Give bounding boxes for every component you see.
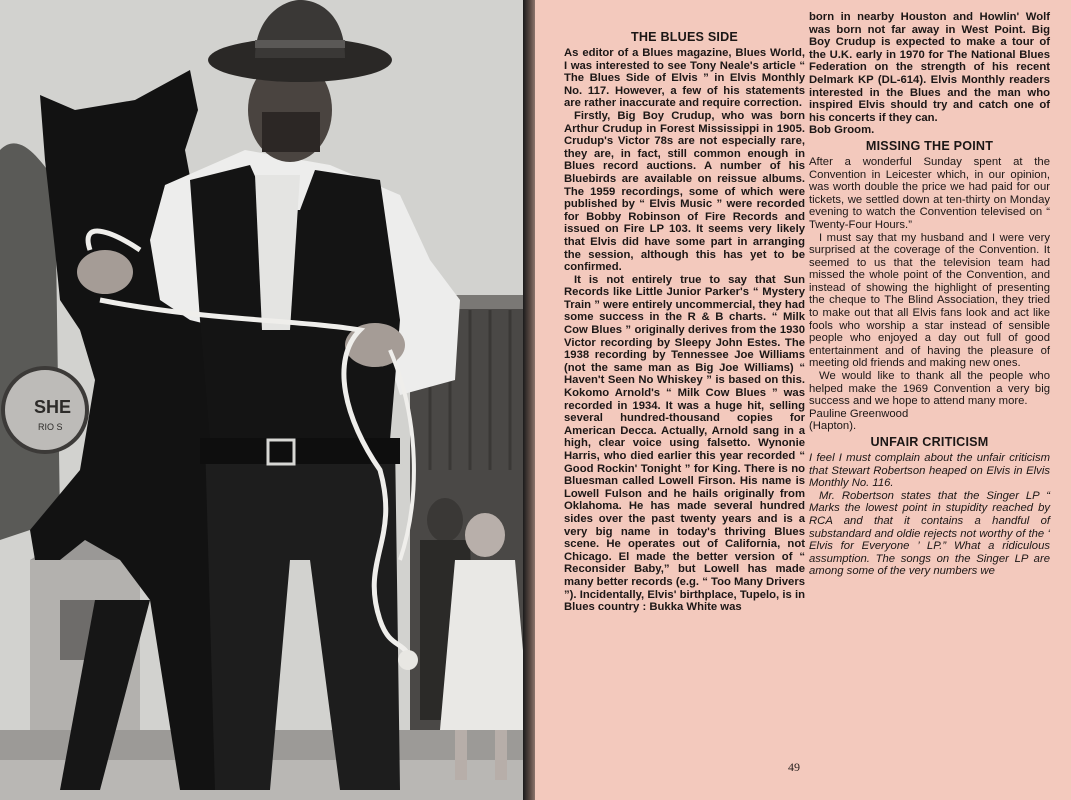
blues-paragraph-3: It is not entirely true to say that Sun Records like Little Junior Parker's “ Mystery Train ” were entirely uncommercial, they had some success in the R & B charts. “ Milk Cow Blues ” originally derives from the 1930 Victor recording by Sleepy John Estes. The 1938 recording by Tennessee Joe Williams (not the same man as Big Joe Williams) “ Haven't Seen No Whiskey ” is based on this. Kokomo Arnold's “ Milk Cow Blues ” was recorded in 1934. It was a huge hit, selling several hundred-thousand copies for American Decca. Actually, Arnold sang in a high, clear voice using falsetto. Wynonie Harris, who died earlier this year recorded “ Good Rockin' Tonight ” for King. There is no Bluesman called Lowell Firson. His name is Lowell Fulson and he hails originally from Oklahoma. He has made several hundred sides over the past twenty years and is a very big name in today's thriving Blues scene. He operates out of California, not Chicago. El made the better version of “ Reconsider Baby,” but Lowell has made many better records (e.g. “ Too Many Drivers ”). Incidentally, Elvis' birthplace, Tupelo, is in Blues country : Bukka White was <box>564 273 805 614</box>
text-column-right <box>809 11 1050 578</box>
missing-paragraph-1: After a wonderful Sunday spent at the Convention in Leicester which, in our opinion, was worth double the price we had paid for our tickets, we settled down at ten-thirty on Monday evening to watch the Convention televised on “ Twenty-Four Hours.” <box>809 155 1050 231</box>
photo-sign-subtext: RIO S <box>38 422 63 432</box>
text-page <box>535 0 1071 800</box>
unfair-paragraph-2: Mr. Robertson states that the Singer LP “ Marks the lowest point in stupidity reached by RCA and that it contains a handful of substandard and oldie rejects not worthy of the ‘ Elvis for Everyone ’ LP.” What a ridiculous assumption. The songs on the Singer LP are among some of the very numbers we <box>809 489 1050 578</box>
article-heading-missing-point: MISSING THE POINT <box>865 138 994 153</box>
missing-signature-name: Pauline Greenwood <box>809 407 909 420</box>
article-heading-blues-side: THE BLUES SIDE <box>630 30 739 44</box>
blues-signature: Bob Groom. <box>809 124 875 137</box>
unfair-paragraph-1: I feel I must complain about the unfair criticism that Stewart Robertson heaped on Elvis in Elvis Monthly No. 116. <box>809 452 1050 490</box>
photo-girl <box>465 513 505 557</box>
page-number: 49 <box>788 760 800 774</box>
missing-paragraph-3: We would like to thank all the people who helped make the 1969 Convention a very big success and we hope to attend many more. <box>809 370 1050 408</box>
blues-paragraph-4: born in nearby Houston and Howlin' Wolf was born not far away in West Point. Big Boy Crudup is expected to make a tour of the U.K. early in 1970 for The National Blues Federation on the strength of his recent Delmark KP (DL-614). Elvis Monthly readers interested in the Blues and the man who inspired Elvis should try and catch one of his concerts if they can. <box>809 11 1050 124</box>
article-heading-unfair-criticism: UNFAIR CRITICISM <box>870 435 989 449</box>
blues-paragraph-1: As editor of a Blues magazine, Blues World, I was interested to see Tony Neale's article “ The Blues Side of Elvis ” in Elvis Monthly No. 117. However, a few of his statements are rather inaccurate and require correction. <box>564 47 805 110</box>
blues-paragraph-2: Firstly, Big Boy Crudup, who was born Arthur Crudup in Forest Mississippi in 1905. Crudup's Victor 78s are not especially rare, they are, in fact, still common enough in Blues record auctions. A number of his Bluebirds are available on reissue albums. The 1959 recordings, some of which were published by “ Elvis Music ” were recorded for Bobby Robinson of Fire Records and issued on Fire LP 103. It seems very likely that Elvis did have some part in arranging the session, although this has yet to be confirmed. <box>564 109 805 274</box>
missing-signature-place: (Hapton). <box>809 420 857 433</box>
text-column-left <box>564 30 805 614</box>
cowboy-photograph <box>0 0 530 800</box>
photo-sign-text: SHE <box>34 397 72 417</box>
photo-page <box>0 0 530 800</box>
missing-paragraph-2: I must say that my husband and I were very surprised at the coverage of the Convention. It seemed to us that the television team had missed the whole point of the Convention, and instead of showing the highlight of presenting the cheque to The Blind Association, they tried to make out that all Elvis fans look and act like fools who worship a star instead of sensible people who enjoyed a day out full of good entertainment and of having the pleasure of meeting old friends and making new ones. <box>809 231 1050 370</box>
